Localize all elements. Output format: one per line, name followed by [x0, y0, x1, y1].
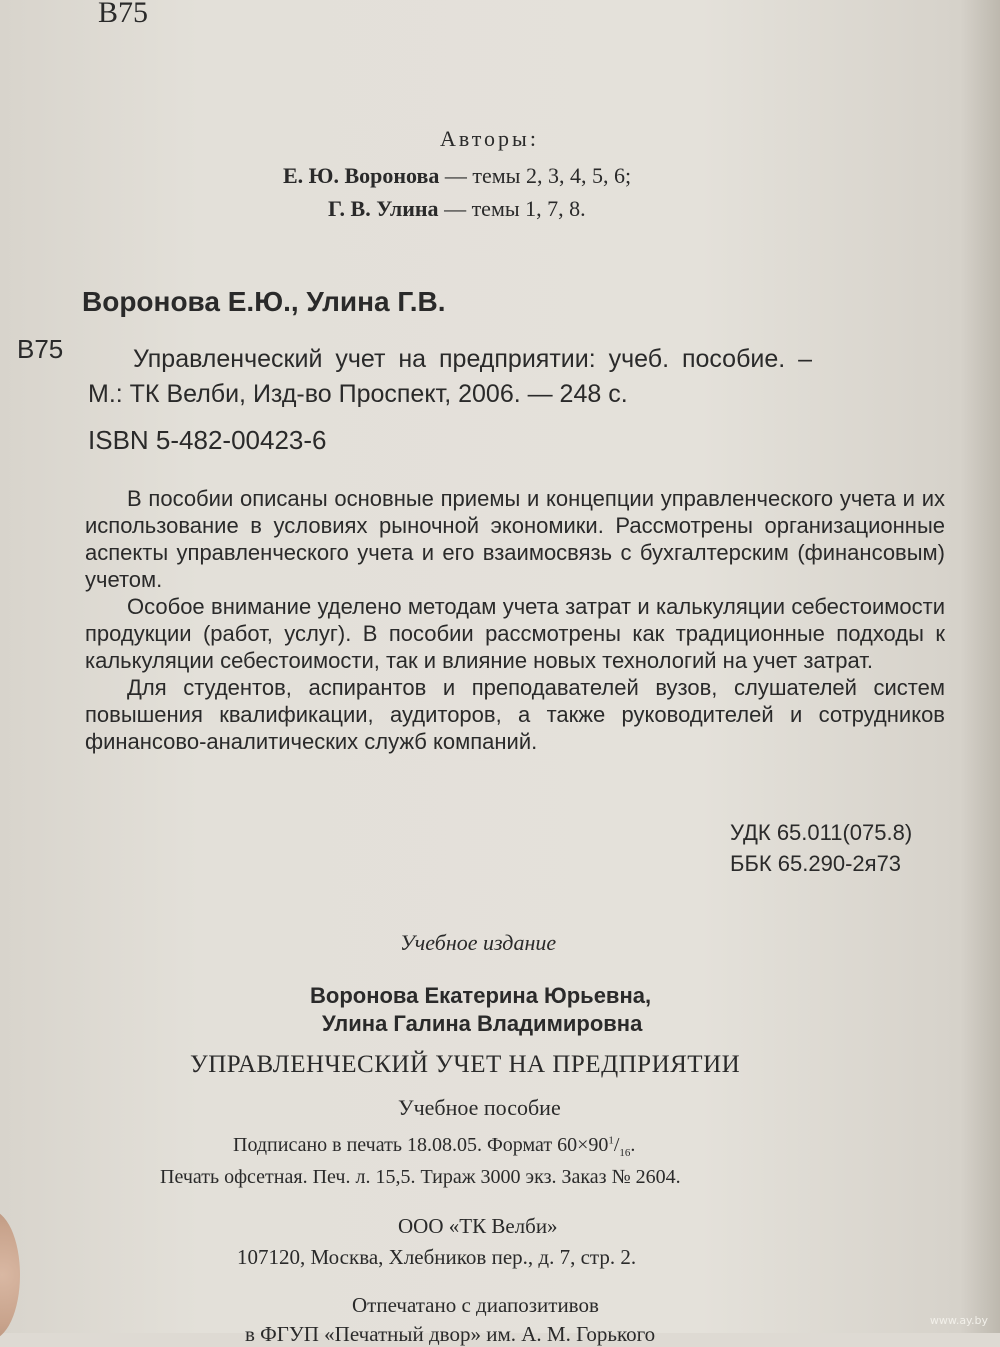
abstract — [85, 485, 945, 755]
abstract-paragraph: Особое внимание уделено методам учета затрат и калькуляции себестоимости продукции (работ, услуг). В пособии рассмотрены как традиционные подходы к калькуляции себестоимости, так и влияние новых технологий на учет затрат. — [85, 594, 945, 673]
printer-name: в ФГУП «Печатный двор» им. А. М. Горького — [245, 1322, 656, 1346]
author-name: Е. Ю. Воронова — [283, 163, 440, 188]
author-topics: — темы 2, 3, 4, 5, 6; — [444, 163, 632, 188]
catalog-title-line: Управленческий учет на предприятии: учеб. пособие. – — [133, 345, 813, 373]
format-denominator: 16 — [619, 1147, 631, 1159]
imprint-signed-text: Подписано в печать 18.08.05. Формат 60×90 — [233, 1134, 609, 1156]
imprint-signed: Подписано в печать 18.08.05. Формат $60\times 90^1/_{16}$. — [233, 1134, 636, 1159]
author-name: Г. В. Улина — [328, 196, 439, 221]
abstract-paragraph: Для студентов, аспирантов и преподавателей вузов, слушателей систем повышения квалификации, аудиторов, а также руководителей и сотрудников финансово-аналитических служб компаний. — [85, 675, 945, 754]
publisher-address: 107120, Москва, Хлебников пер., д. 7, стр. 2. — [237, 1245, 637, 1269]
printed-note: Отпечатано с диапозитивов — [352, 1293, 599, 1317]
book-title: УПРАВЛЕНЧЕСКИЙ УЧЕТ НА ПРЕДПРИЯТИИ — [190, 1051, 741, 1078]
authors-heading: Авторы: — [440, 126, 539, 151]
format-numerator: 1 — [608, 1134, 614, 1147]
edition-type: Учебное издание — [400, 930, 557, 955]
finger-edge — [0, 1210, 20, 1340]
catalog-class-code: В75 — [17, 334, 64, 364]
abstract-paragraph: В пособии описаны основные приемы и концепции управленческого учета и их использование в условиях рыночной экономики. Рассмотрены организационные аспекты управленческого учета и его взаимосвязь с бухгалтерским (финансовым) учетом. — [85, 486, 945, 592]
full-author-name: Воронова Екатерина Юрьевна, — [310, 983, 652, 1008]
bbk-code: ББК 65.290-2я73 — [730, 851, 902, 876]
udc-code: УДК 65.011(075.8) — [730, 820, 913, 845]
author-topics: — темы 1, 7, 8. — [444, 196, 586, 221]
watermark: www.ay.by — [929, 1314, 988, 1327]
catalog-publisher-line: М.: ТК Велби, Изд-во Проспект, 2006. — 248 с. — [88, 380, 628, 408]
full-author-name: Улина Галина Владимировна — [322, 1011, 643, 1036]
author-line — [328, 196, 586, 222]
top-class-code: В75 — [98, 0, 149, 29]
imprint-print-details: Печать офсетная. Печ. л. 15,5. Тираж 3000 экз. Заказ № 2604. — [160, 1166, 681, 1188]
isbn: ISBN 5-482-00423-6 — [88, 425, 327, 455]
author-line — [283, 163, 631, 189]
catalog-authors: Воронова Е.Ю., Улина Г.В. — [82, 286, 446, 317]
publisher-name: ООО «ТК Велби» — [398, 1214, 558, 1238]
book-subtitle: Учебное пособие — [398, 1095, 561, 1120]
